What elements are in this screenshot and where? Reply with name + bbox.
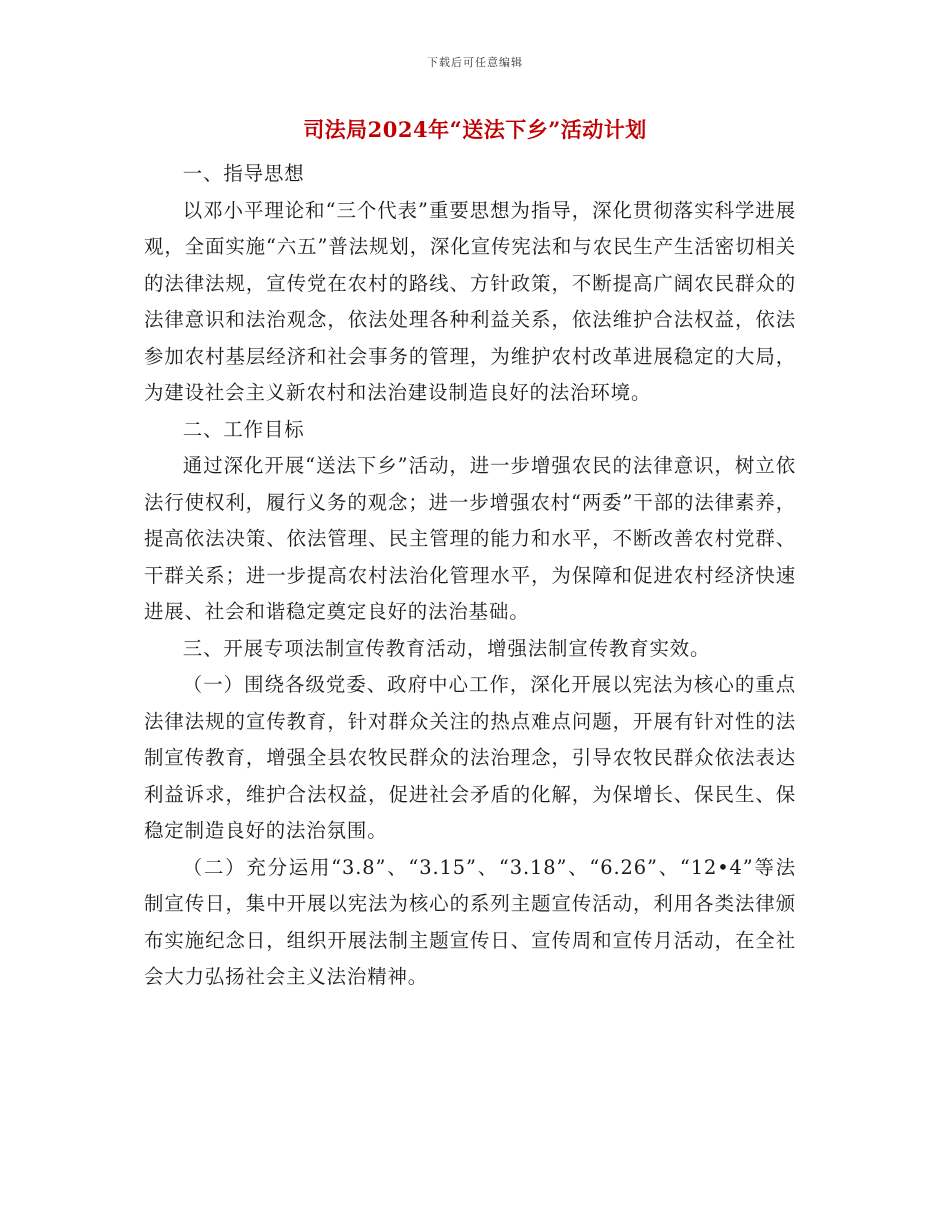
paragraph-work-goals: 通过深化开展“送法下乡”活动，进一步增强农民的法律意识，树立依法行使权利，履行义务的观念；进一步增强农村“两委”干部的法律素养，提高依法决策、依法管理、民主管理的能力和水平，不断改善农村党群、干群关系；进一步提高农村法治化管理水平，为保障和促进农村经济快速进展、社会和谐稳定奠定良好的法治基础。 [144, 454, 796, 623]
document-body [144, 156, 796, 996]
document-title: 司法局2024年“送法下乡”活动计划 [303, 117, 647, 142]
section-heading-special-activities: 三、开展专项法制宣传教育活动，增强法制宣传教育实效。 [182, 636, 711, 660]
section-heading-work-goals: 二、工作目标 [182, 417, 305, 441]
section-heading-guiding-ideology: 一、指导思想 [182, 162, 305, 185]
paragraph-item-one: （一）围绕各级党委、政府中心工作，深化开展以宪法为核心的重点法律法规的宣传教育，针对群众关注的热点难点问题，开展有针对性的法制宣传教育，增强全县农牧民群众的法治理念，引导农牧民群众依法表达利益诉求，维护合法权益，促进社会矛盾的化解，为保增长、保民生、保稳定制造良好的法治氛围。 [144, 673, 796, 842]
paragraph-item-two: （二）充分运用“3.8”、“3.15”、“3.18”、“6.26”、“12•4”等法制宣传日，集中开展以宪法为核心的系列主题宣传活动，利用各类法律颁布实施纪念日，组织开展法制主题宣传日、宣传周和宣传月活动，在全社会大力弘扬社会主义法治精神。 [144, 855, 796, 988]
paragraph-guiding-ideology: 以邓小平理论和“三个代表”重要思想为指导，深化贯彻落实科学进展观，全面实施“六五”普法规划，深化宣传宪法和与农民生产生活密切相关的法律法规，宣传党在农村的路线、方针政策，不断提高广阔农民群众的法律意识和法治观念，依法处理各种利益关系，依法维护合法权益，依法参加农村基层经济和社会事务的管理，为维护农村改革进展稳定的大局，为建设社会主义新农村和法治建设制造良好的法治环境。 [144, 198, 796, 404]
header-note: 下载后可任意编辑 [427, 56, 523, 69]
